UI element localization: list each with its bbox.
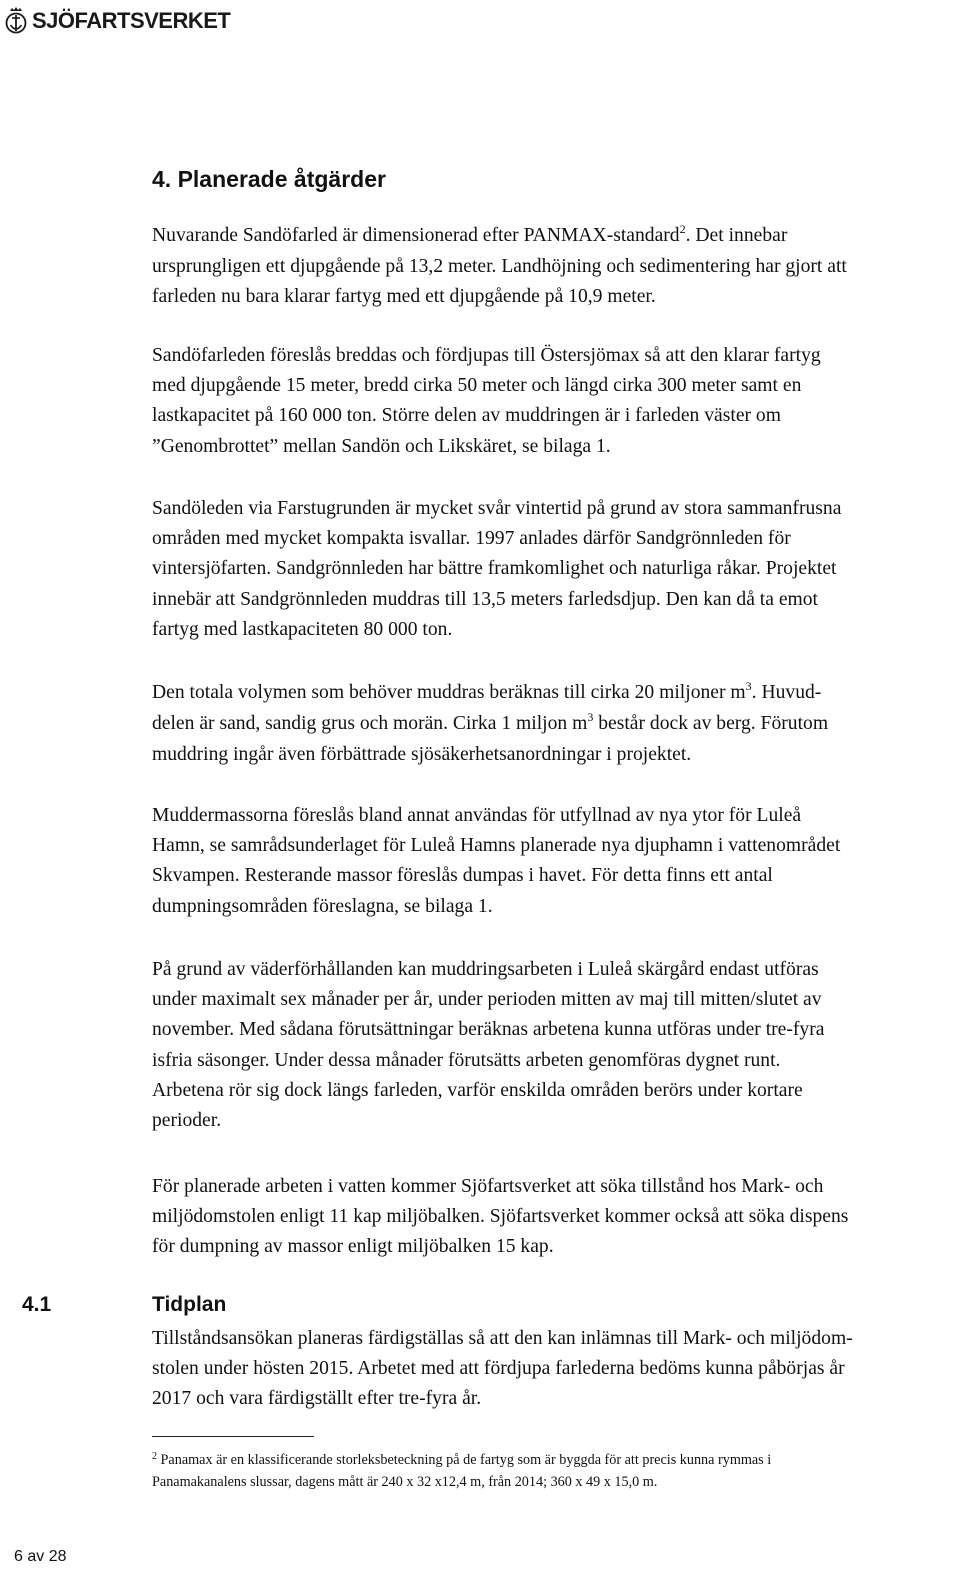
paragraph-line: november. Med sådana förutsättningar beräknas arbetena kunna utföras under tre-fyra <box>152 1019 825 1041</box>
subsection-paragraph <box>152 1324 952 1415</box>
paragraph-line: områden med mycket kompakta isvallar. 1997 anlades därför Sandgrönnleden för <box>152 528 791 550</box>
paragraph-line: Skvampen. Resterande massor föreslås dumpas i havet. För detta finns ett antal <box>152 865 773 887</box>
paragraph-line: lastkapacitet på 160 000 ton. Större delen av muddringen är i farleden väster om <box>152 405 781 427</box>
paragraph-line: vintersjöfarten. Sandgrönnleden har bättre framkomlighet och naturliga råkar. Projektet <box>152 558 837 580</box>
paragraph-line: På grund av väderförhållanden kan muddringsarbeten i Luleå skärgård endast utföras <box>152 959 819 980</box>
paragraph-6 <box>152 955 952 1136</box>
section-number: 4. <box>152 166 172 192</box>
logo-wordmark: SJÖFARTSVERKET <box>32 8 231 33</box>
paragraph-line: delen är sand, sandig grus och morän. Cirka 1 miljon $m^3$ består dock av berg. Förutom <box>152 710 829 735</box>
paragraph-line: Sandöfarleden föreslås breddas och fördjupas till Östersjömax så att den klarar fartyg <box>152 345 821 366</box>
paragraph-line: fartyg med lastkapaciteten 80 000 ton. <box>152 618 453 640</box>
paragraph-line: perioder. <box>152 1110 222 1132</box>
anchor-crown-emblem-icon <box>4 6 28 36</box>
paragraph-line: farleden nu bara klarar fartyg med ett djupgående på 10,9 meter. <box>152 286 656 308</box>
footnote-line: Panamakanalens slussar, dagens mått är 240 x 32 x12,4 m, från 2014; 360 x 49 x 15,0 m. <box>152 1474 658 1490</box>
section-heading <box>152 166 386 193</box>
footnote-reference[interactable]: 2 <box>679 222 686 236</box>
paragraph-4 <box>152 678 952 771</box>
paragraph-7 <box>152 1172 952 1263</box>
paragraph-line: innebär att Sandgrönnleden muddras till 13,5 meters farledsdjup. Den kan då ta emot <box>152 588 819 610</box>
paragraph-line: ”Genombrottet” mellan Sandön och Likskäret, se bilaga 1. <box>152 435 611 457</box>
paragraph-2 <box>152 341 952 462</box>
paragraph-line: för dumpning av massor enligt miljöbalken 15 kap. <box>152 1236 554 1258</box>
paragraph-line: isfria säsonger. Under dessa månader förutsätts arbeten genomföras dygnet runt. <box>152 1049 781 1071</box>
paragraph-line: Sandöleden via Farstugrunden är mycket svår vintertid på grund av stora sammanfrusna <box>152 498 842 519</box>
paragraph-line: dumpningsområden föreslagna, se bilaga 1. <box>152 895 493 917</box>
paragraph-3 <box>152 494 952 645</box>
paragraph-line: Muddermassorna föreslås bland annat användas för utfyllnad av nya ytor för Luleå <box>152 805 802 826</box>
paragraph-line: Tillståndsansökan planeras färdigställas så att den kan inlämnas till Mark- och miljödom- <box>152 1328 853 1349</box>
paragraph-line: Nuvarande Sandöfarled är dimensionerad efter PANMAX-standard$^2$. Det innebar <box>152 222 788 246</box>
footnote-number: 2 <box>152 1451 157 1462</box>
paragraph-line: stolen under hösten 2015. Arbetet med att fördjupa farlederna bedöms kunna påbörjas år <box>152 1358 845 1380</box>
paragraph-line: Arbetena rör sig dock längs farleden, varför enskilda områden berörs under kortare <box>152 1079 803 1101</box>
paragraph-line: 2017 och vara färdigställt efter tre-fyra år. <box>152 1388 482 1410</box>
footnote <box>152 1450 952 1493</box>
subsection-number: 4.1 <box>22 1293 52 1316</box>
footnote-line: $^2$ Panamax är en klassificerande storleksbeteckning på de fartyg som är byggda för att precis kunna rymmas i <box>152 1451 772 1468</box>
paragraph-line: med djupgående 15 meter, bredd cirka 50 meter och längd cirka 300 meter samt en <box>152 375 802 397</box>
sjofartsverket-logo <box>4 6 230 36</box>
section-title: Planerade åtgärder <box>177 166 386 192</box>
subsection-title: Tidplan <box>152 1293 227 1316</box>
page-number: 6 av 28 <box>14 1548 67 1565</box>
paragraph-1 <box>152 221 952 313</box>
paragraph-line: miljödomstolen enligt 11 kap miljöbalken. Sjöfartsverket kommer också att söka dispens <box>152 1206 849 1228</box>
paragraph-line: Den totala volymen som behöver muddras beräknas till cirka 20 miljoner $m^3$. Huvud- <box>152 679 822 703</box>
footnote-divider <box>152 1436 314 1437</box>
paragraph-line: ursprungligen ett djupgående på 13,2 meter. Landhöjning och sedimentering har gjort att <box>152 256 847 278</box>
paragraph-line: Hamn, se samrådsunderlaget för Luleå Hamns planerade nya djuphamn i vattenområdet <box>152 835 841 857</box>
paragraph-line: För planerade arbeten i vatten kommer Sjöfartsverket att söka tillstånd hos Mark- och <box>152 1176 824 1197</box>
paragraph-line: under maximalt sex månader per år, under perioden mitten av maj till mitten/slutet av <box>152 989 822 1011</box>
paragraph-5 <box>152 801 952 922</box>
paragraph-line: muddring ingår även förbättrade sjösäkerhetsanordningar i projektet. <box>152 744 692 766</box>
